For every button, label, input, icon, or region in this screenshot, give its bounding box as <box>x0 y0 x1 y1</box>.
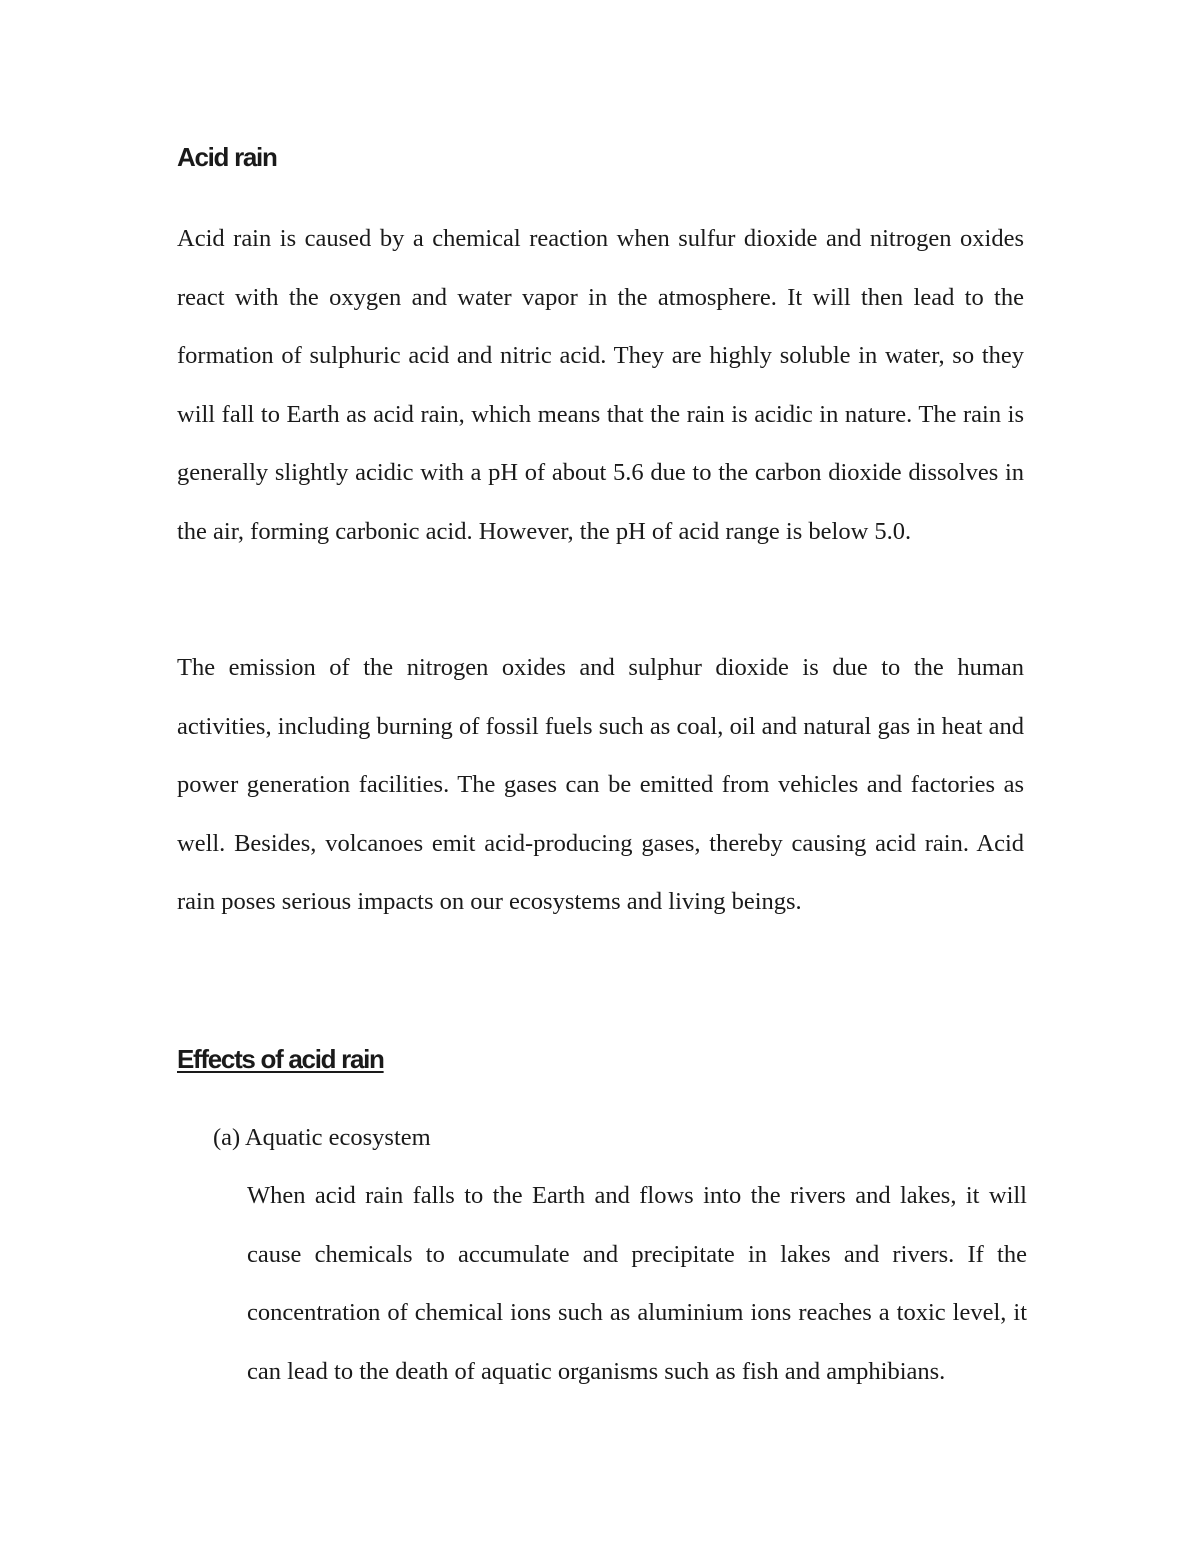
paragraph-acid-rain-cause: Acid rain is caused by a chemical reaction when sulfur dioxide and nitrogen oxides react with the oxygen and water vapor in the atmosphere. It will then lead to the formation of sulphuric acid and nitric acid. They are highly soluble in water, so they will fall to Earth as acid rain, which means that the rain is acidic in nature. The rain is generally slightly acidic with a pH of about 5.6 due to the carbon dioxide dissolves in the air, forming carbonic acid. However, the pH of acid range is below 5.0. <box>177 225 1024 545</box>
paragraph-emission-sources: The emission of the nitrogen oxides and sulphur dioxide is due to the human activities, including burning of fossil fuels such as coal, oil and natural gas in heat and power generation facilities. The gases can be emitted from vehicles and factories as well. Besides, volcanoes emit acid-producing gases, thereby causing acid rain. Acid rain poses serious impacts on our ecosystems and living beings. <box>177 654 1024 916</box>
page-title: Acid rain <box>177 142 277 172</box>
paragraph-aquatic-ecosystem: When acid rain falls to the Earth and flows into the rivers and lakes, it will cause chemicals to accumulate and precipitate in lakes and rivers. If the concentration of chemical ions such as aluminium ions reaches a toxic level, it can lead to the death of aquatic organisms such as fish and amphibians. <box>247 1182 1027 1385</box>
section-heading-effects: Effects of acid rain <box>177 1044 384 1074</box>
subsection-label-aquatic: (a) Aquatic ecosystem <box>213 1124 431 1151</box>
